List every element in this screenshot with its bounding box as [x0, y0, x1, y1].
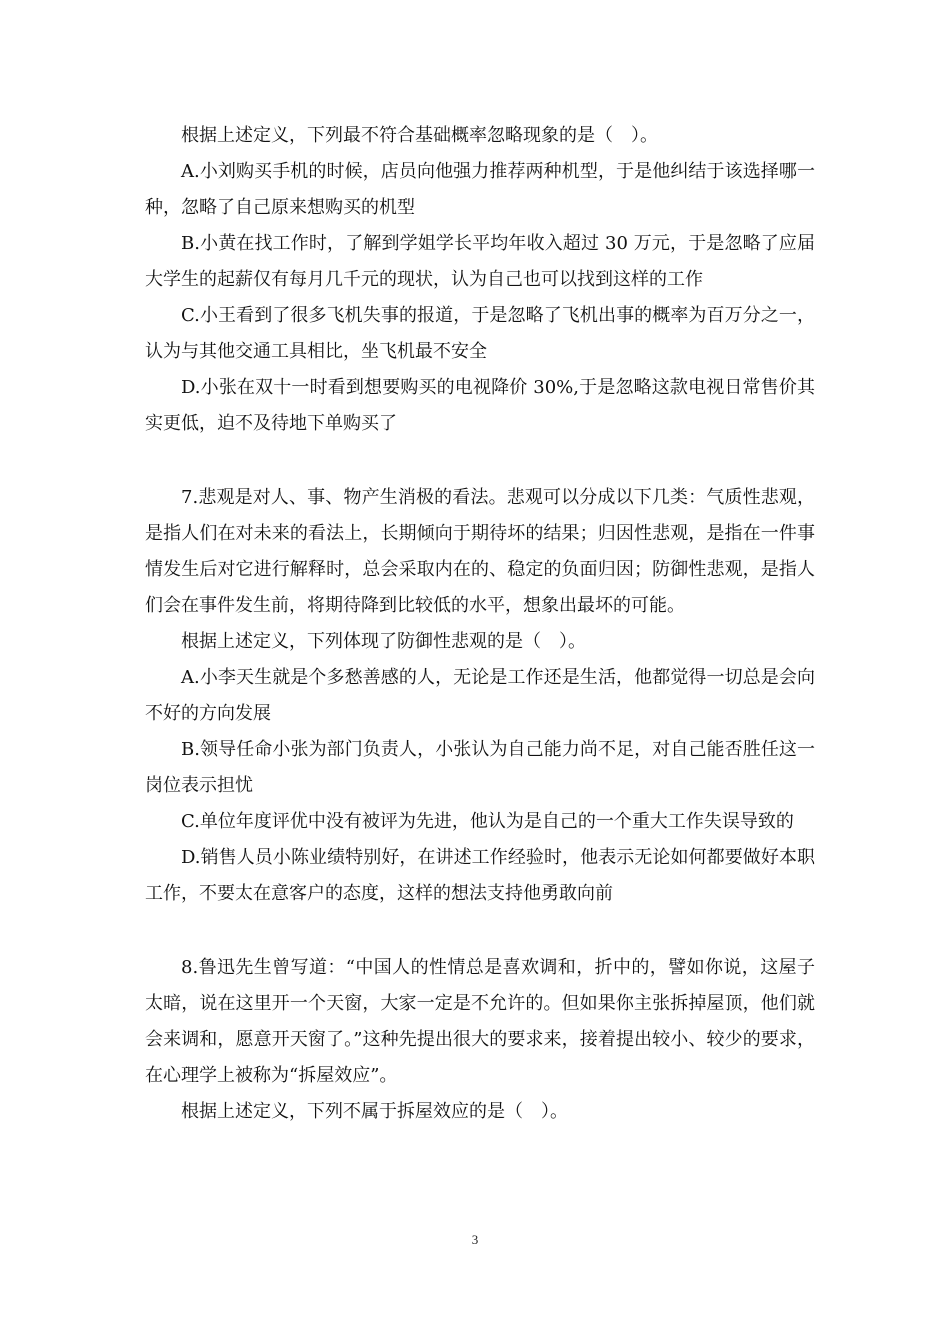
question-7-option-a: A.小李天生就是个多愁善感的人，无论是工作还是生活，他都觉得一切总是会向不好的方向发展 — [145, 667, 815, 724]
question-6-prompt: 根据上述定义，下列最不符合基础概率忽略现象的是（ ）。 — [181, 125, 658, 146]
question-7-option-c: C.单位年度评优中没有被评为先进，他认为是自己的一个重大工作失误导致的 — [181, 811, 794, 832]
question-6-option-b: B.小黄在找工作时，了解到学姐学长平均年收入超过 30 万元，于是忽略了应届大学生的起薪仅有每月几千元的现状，认为自己也可以找到这样的工作 — [145, 233, 815, 290]
question-spacer — [145, 912, 815, 950]
question-spacer — [145, 442, 815, 480]
question-8-stem: 8.鲁迅先生曾写道：“中国人的性情总是喜欢调和，折中的，譬如你说，这屋子太暗，说在这里开一个天窗，大家一定是不允许的。但如果你主张拆掉屋顶，他们就会来调和，愿意开天窗了。”这种先提出很大的要求来，接着提出较小、较少的要求，在心理学上被称为“拆屋效应”。 — [145, 957, 815, 1086]
page-number: 3 — [471, 1232, 479, 1247]
question-6-option-d: D.小张在双十一时看到想要购买的电视降价 30%,于是忽略这款电视日常售价其实更低，迫不及待地下单购买了 — [145, 377, 815, 434]
question-8-prompt: 根据上述定义，下列不属于拆屋效应的是（ ）。 — [181, 1101, 568, 1122]
question-7 — [145, 480, 815, 912]
question-7-option-b: B.领导任命小张为部门负责人，小张认为自己能力尚不足，对自己能否胜任这一岗位表示担忧 — [145, 739, 815, 796]
question-6-tail — [145, 118, 815, 442]
question-6-option-a: A.小刘购买手机的时候，店员向他强力推荐两种机型，于是他纠结于该选择哪一种，忽略了自己原来想购买的机型 — [145, 161, 815, 218]
question-7-prompt: 根据上述定义，下列体现了防御性悲观的是（ ）。 — [181, 631, 586, 652]
question-8 — [145, 950, 815, 1130]
page-content — [145, 118, 815, 1130]
question-7-stem: 7.悲观是对人、事、物产生消极的看法。悲观可以分成以下几类：气质性悲观，是指人们在对未来的看法上，长期倾向于期待坏的结果；归因性悲观，是指在一件事情发生后对它进行解释时，总会采取内在的、稳定的负面归因；防御性悲观，是指人们会在事件发生前，将期待降到比较低的水平，想象出最坏的可能。 — [145, 487, 815, 616]
question-6-option-c: C.小王看到了很多飞机失事的报道，于是忽略了飞机出事的概率为百万分之一，认为与其他交通工具相比，坐飞机最不安全 — [145, 305, 815, 362]
question-7-option-d: D.销售人员小陈业绩特别好，在讲述工作经验时，他表示无论如何都要做好本职工作，不要太在意客户的态度，这样的想法支持他勇敢向前 — [145, 847, 815, 904]
